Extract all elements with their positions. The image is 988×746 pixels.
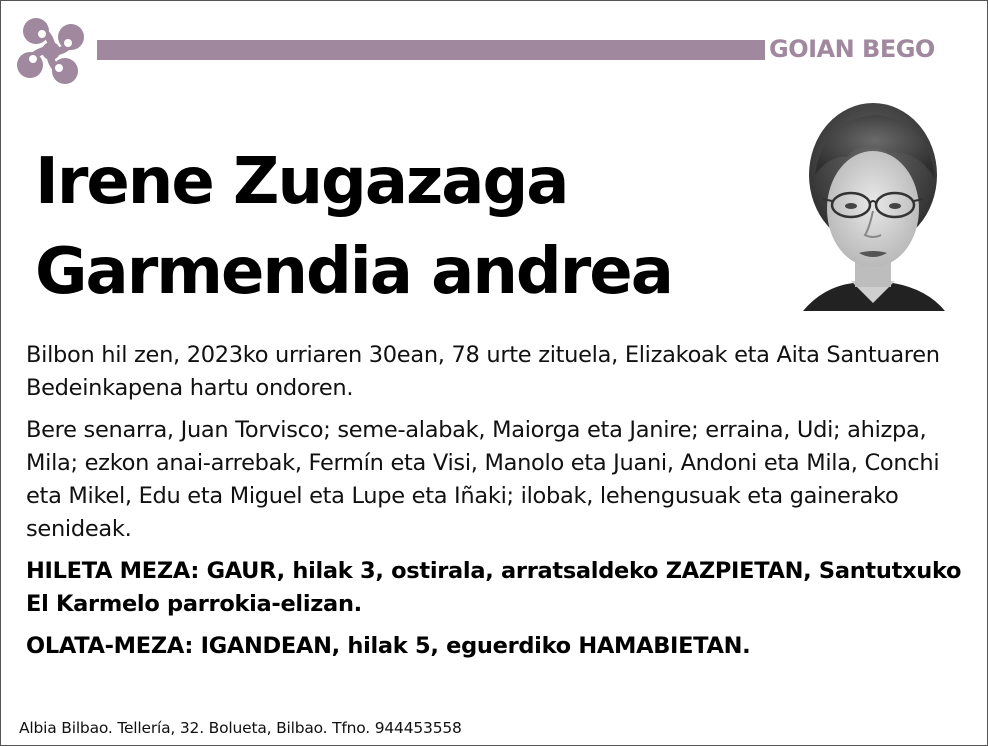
lauburu-icon <box>9 9 93 93</box>
header-label: GOIAN BEGO <box>769 35 935 63</box>
obituary-body <box>26 339 971 672</box>
family-list: Bere senarra, Juan Torvisco; seme-alabak, Maiorga eta Janire; erraina, Udi; ahizpa, Mila; ezkon anai-arrebak, Fermín eta Visi, Manolo eta Juani, Andoni eta Mila, Conchi eta Mikel, Edu eta Miguel eta Lupe eta Iñaki; ilobak, lehengusuak eta gainerako senideak. <box>26 417 940 542</box>
funeral-mass-notice: HILETA MEZA: GAUR, hilak 3, ostirala, arratsaldeko ZAZPIETAN, Santutxuko El Karmelo parrokia-elizan. <box>26 558 962 617</box>
deceased-name <box>35 137 775 317</box>
offering-mass-notice: OLATA-MEZA: IGANDEAN, hilak 5, eguerdiko HAMABIETAN. <box>26 633 751 659</box>
name-line-2: Garmendia andrea <box>35 235 672 309</box>
death-announcement: Bilbon hil zen, 2023ko urriaren 30ean, 78 urte zituela, Elizakoak eta Aita Santuaren Bedeinkapena hartu ondoren. <box>26 342 940 401</box>
portrait-photo <box>793 97 953 311</box>
header-bar <box>97 40 765 60</box>
name-line-1: Irene Zugazaga <box>35 145 568 219</box>
funeral-home-info: Albia Bilbao. Tellería, 32. Bolueta, Bilbao. Tfno. 944453558 <box>19 719 462 737</box>
